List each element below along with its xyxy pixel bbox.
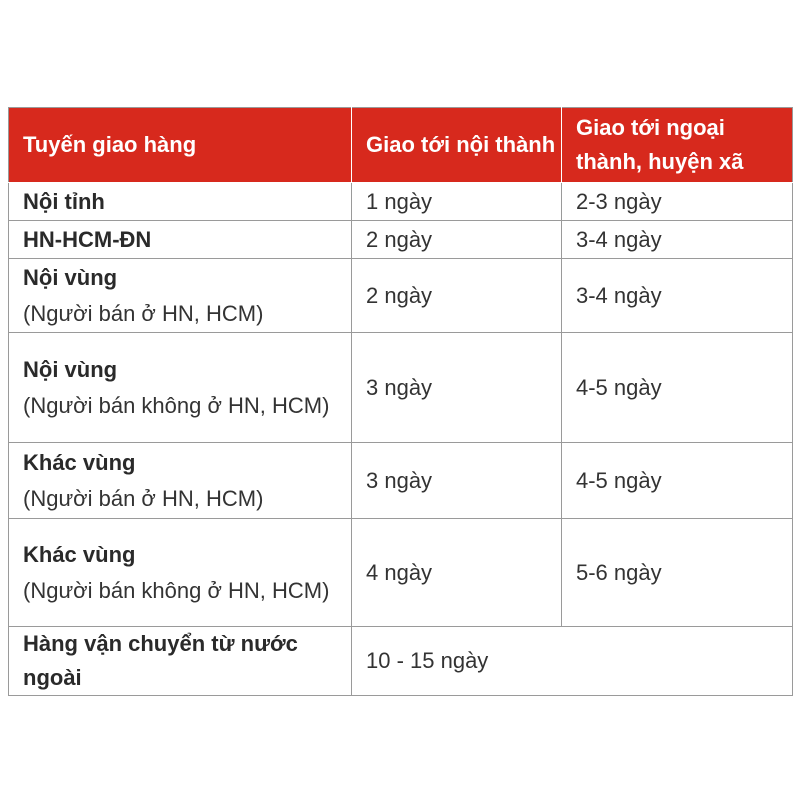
import-days-cell: 10 - 15 ngày <box>352 627 793 696</box>
route-note: (Người bán ở HN, HCM) <box>23 485 264 511</box>
table-row <box>9 443 793 519</box>
inner-days-cell: 3 ngày <box>352 443 562 519</box>
inner-days-cell: 2 ngày <box>352 259 562 333</box>
table-row <box>9 259 793 333</box>
route-name: Hàng vận chuyển từ nước ngoài <box>23 631 298 690</box>
header-inner-city: Giao tới nội thành <box>352 108 562 183</box>
route-name: HN-HCM-ĐN <box>23 226 152 252</box>
table-row <box>9 333 793 443</box>
table-row <box>9 221 793 259</box>
route-cell <box>9 627 352 696</box>
route-name: Nội tỉnh <box>23 188 105 214</box>
route-note: (Người bán không ở HN, HCM) <box>23 577 330 603</box>
route-name: Khác vùng <box>23 541 136 567</box>
route-cell <box>9 183 352 221</box>
outer-days-cell: 5-6 ngày <box>562 519 793 627</box>
route-note: (Người bán ở HN, HCM) <box>23 300 264 326</box>
table-row <box>9 519 793 627</box>
inner-days-cell: 3 ngày <box>352 333 562 443</box>
table-footer-row <box>9 627 793 696</box>
route-note: (Người bán không ở HN, HCM) <box>23 392 330 418</box>
route-name: Khác vùng <box>23 449 136 475</box>
delivery-time-table <box>8 107 793 696</box>
outer-days-cell: 2-3 ngày <box>562 183 793 221</box>
inner-days-cell: 4 ngày <box>352 519 562 627</box>
route-cell <box>9 259 352 333</box>
route-cell <box>9 443 352 519</box>
route-cell <box>9 221 352 259</box>
route-name: Nội vùng <box>23 264 118 290</box>
table-header-row <box>9 108 793 183</box>
route-name: Nội vùng <box>23 356 118 382</box>
outer-days-cell: 3-4 ngày <box>562 221 793 259</box>
route-cell <box>9 333 352 443</box>
inner-days-cell: 1 ngày <box>352 183 562 221</box>
header-outer-city: Giao tới ngoại thành, huyện xã <box>562 108 793 183</box>
outer-days-cell: 3-4 ngày <box>562 259 793 333</box>
route-cell <box>9 519 352 627</box>
table-row <box>9 183 793 221</box>
inner-days-cell: 2 ngày <box>352 221 562 259</box>
header-route: Tuyến giao hàng <box>9 108 352 183</box>
outer-days-cell: 4-5 ngày <box>562 443 793 519</box>
outer-days-cell: 4-5 ngày <box>562 333 793 443</box>
